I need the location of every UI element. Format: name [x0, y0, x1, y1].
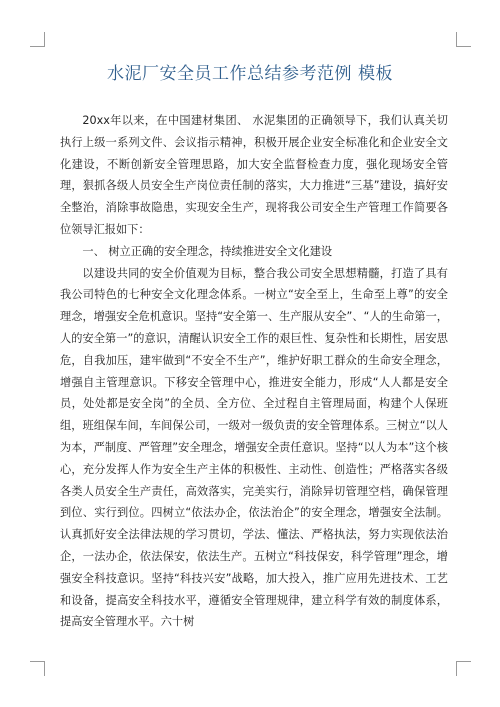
crop-mark-bottom-right [456, 661, 471, 676]
section-heading: 一、 树立正确的安全理念，持续推进安全文化建设 [82, 244, 333, 258]
crop-mark-bottom-left [30, 661, 45, 676]
crop-mark-top-right [456, 32, 471, 47]
intro-paragraph: 20xx年以来，在中国建材集团、 水泥集团的正确领导下，我们认真关切执行上级一系列文件、会议指示精神，积极开展企业安全标准化和企业安全文化建设，不断创新安全管理思路，加大安全监督检查力度，强化现场安全管理，狠抓各级人员安全生产岗位责任制的落实，大力推进“三基”建设，搞好安全整治，消除事故隐患，实现安全生产，现将我公司安全生产管理工作简要各位领导汇报如下： [60, 114, 448, 236]
document-title: 水泥厂安全员工作总结参考范例 模板 [107, 64, 393, 84]
document-body [60, 110, 448, 633]
section-paragraph: 以建设共同的安全价值观为目标，整合我公司安全思想精髓，打造了具有我公司特色的七种安全文化理念体系。一树立“安全至上，生命至上尊”的安全理念，增强安全危机意识。坚持“安全第一、生产服从安全”、“人的生命第一，人的安全第一”的意识，清醒认识安全工作的艰巨性、复杂性和长期性，居安思危，自我加压，建牢做到“不安全不生产”，维护好职工群众的生命安全理念，增强自主管理意识。下移安全管理中心，推进安全能力，形成“人人都是安全员，处处都是安全岗”的全员、全方位、全过程自主管理局面，构建个人保班组，班组保车间，车间保公司，一级对一级负责的安全管理体系。三树立“以人为本，严制度、严管理”安全理念，增强安全责任意识。坚持“以人为本”这个核心，充分发挥人作为安全生产主体的积极性、主动性、创造性；严格落实各级各类人员安全生产责任，高效落实，完美实行，消除异切管理空档，确保管理到位、实行到位。四树立“依法办企，依法治企”的安全理念，增强安全法制。认真抓好安全法律法规的学习贯切，学法、懂法、严格执法，努力实现依法治企，一法办企，依法保安，依法生产。五树立“科技保安，科学管理”理念，增强安全科技意识。坚持“科技兴安”战略，加大投入，推广应用先进技术、工艺和设备，提高安全科技水平，遵循安全管理规律，建立科学有效的制度体系，提高安全管理水平。六十树 [60, 266, 448, 629]
crop-mark-top-left [30, 32, 45, 47]
